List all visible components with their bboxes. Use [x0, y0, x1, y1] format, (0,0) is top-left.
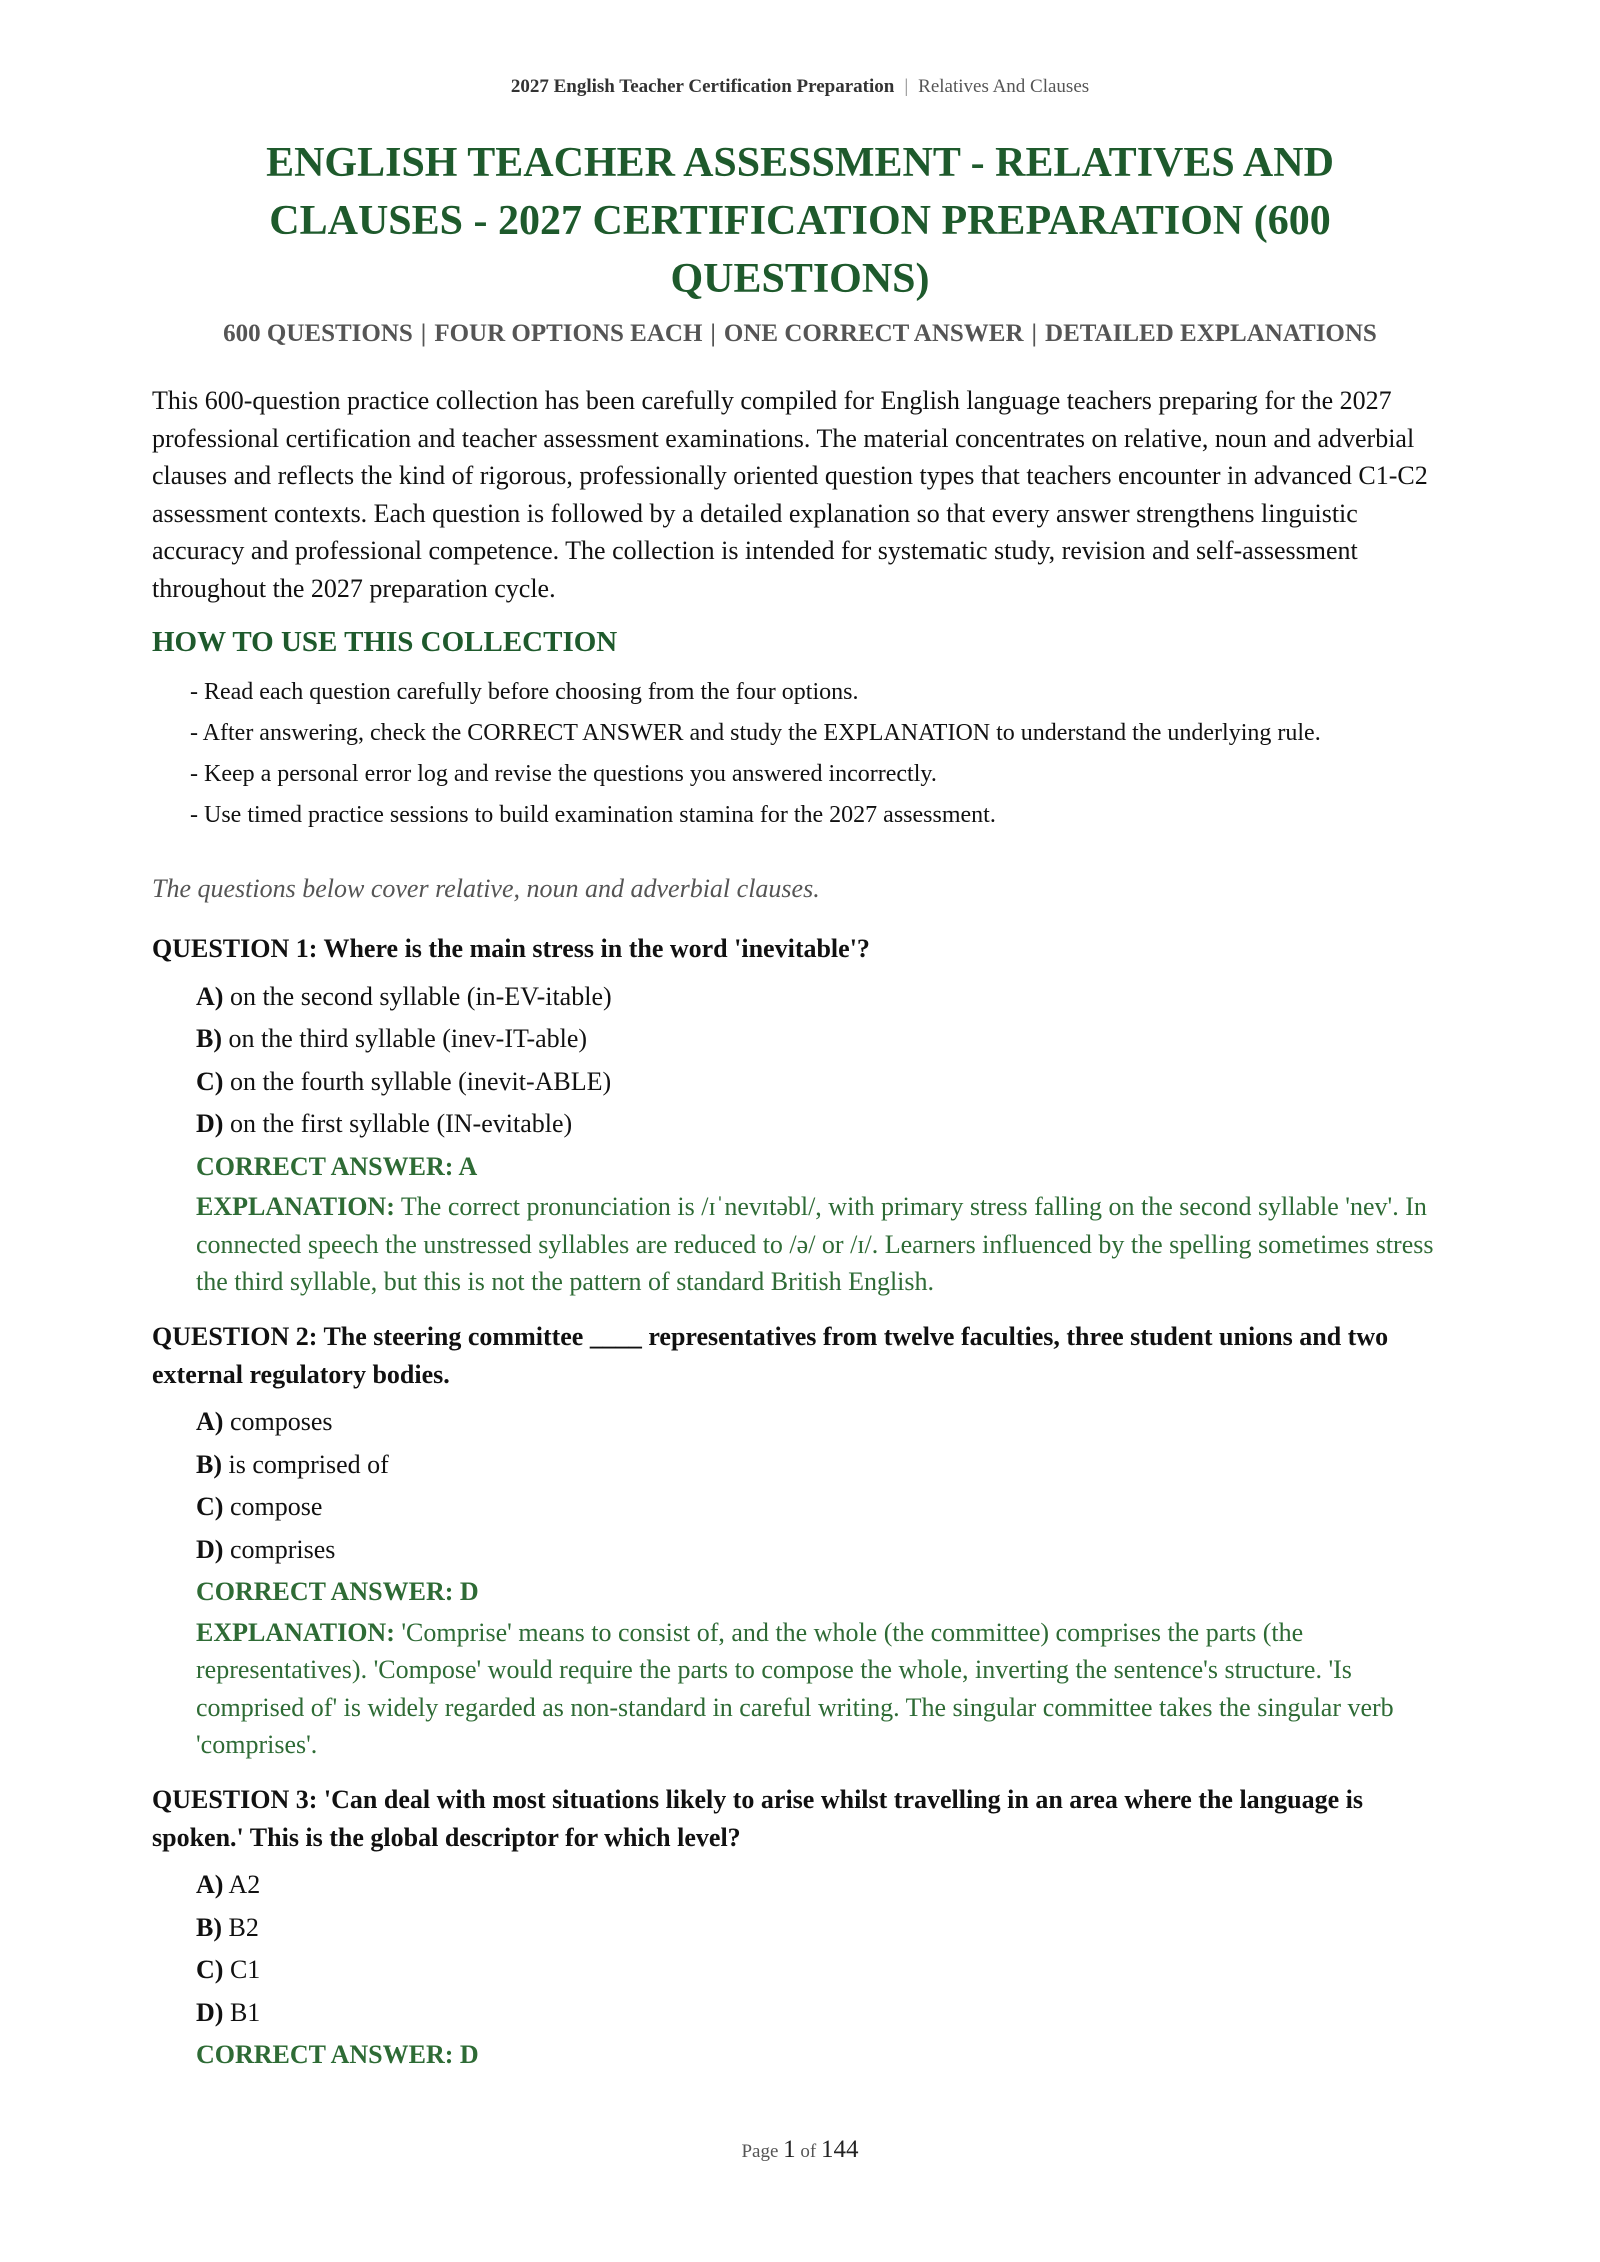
correct-answer: CORRECT ANSWER: D	[196, 2040, 479, 2069]
question-3	[152, 1781, 1448, 2077]
of-word: of	[800, 2141, 817, 2162]
question-text: QUESTION 2: The steering committee ____ representatives from twelve faculties, three student unions and two external regulatory bodies.	[152, 1322, 1389, 1389]
option-a: A) composes	[196, 1407, 333, 1436]
option-a: A) on the second syllable (in-EV-itable)	[196, 981, 612, 1011]
page-word: Page	[741, 2141, 779, 2162]
question-text: QUESTION 1: Where is the main stress in the word 'inevitable'?	[152, 934, 870, 963]
running-header	[152, 76, 1448, 98]
intro-paragraph: This 600-question practice collection has been carefully compiled for English language teachers preparing for the 2027 professional certification and teacher assessment examinations. The material concentrates on relative, noun and adverbial clauses and reflects the kind of rigorous, professionally oriented question types that teachers encounter in advanced C1-C2 assessment contexts. Each question is followed by a detailed explanation so that every answer strengthens linguistic accuracy and professional competence. The collection is intended for systematic study, revision and self-assessment throughout the 2027 preparation cycle.	[152, 386, 1428, 603]
question-text: QUESTION 3: 'Can deal with most situations likely to arise whilst travelling in an area where the language is spoken.' This is the global descriptor for which level?	[152, 1785, 1363, 1852]
document-title: ENGLISH TEACHER ASSESSMENT - RELATIVES AND CLAUSES - 2027 CERTIFICATION PREPARATION (600 QUESTIONS)	[266, 140, 1334, 302]
option-b: B) is comprised of	[196, 1449, 389, 1479]
page-total: 144	[821, 2136, 859, 2163]
list-item: - Use timed practice sessions to build examination stamina for the 2027 assessment.	[190, 802, 996, 828]
correct-answer: CORRECT ANSWER: A	[196, 1151, 478, 1181]
option-d: D) on the first syllable (IN-evitable)	[196, 1109, 573, 1138]
meta-item: FOUR OPTIONS EACH	[434, 320, 703, 347]
option-b: B) B2	[196, 1912, 259, 1942]
list-item: - After answering, check the CORRECT ANSWER and study the EXPLANATION to understand the underlying rule.	[190, 720, 1321, 746]
option-c: C) on the fourth syllable (inevit-ABLE)	[196, 1066, 612, 1096]
option-b: B) on the third syllable (inev-IT-able)	[196, 1024, 588, 1053]
option-d: D) B1	[196, 1997, 261, 2027]
meta-item: ONE CORRECT ANSWER	[723, 320, 1024, 347]
option-c: C) compose	[196, 1492, 323, 1521]
coverage-note: The questions below cover relative, noun and adverbial clauses.	[152, 874, 820, 903]
header-topic: Relatives And Clauses	[918, 76, 1090, 97]
how-to-use-heading: HOW TO USE THIS COLLECTION	[152, 626, 618, 658]
meta-item: DETAILED EXPLANATIONS	[1045, 320, 1377, 347]
header-series: 2027 English Teacher Certification Preparation	[510, 76, 895, 97]
page-number: 1	[783, 2136, 796, 2163]
correct-answer: CORRECT ANSWER: D	[196, 1577, 479, 1606]
page-footer	[152, 2136, 1448, 2164]
question-2	[152, 1318, 1448, 1764]
meta-line: 600 QUESTIONS | FOUR OPTIONS EACH | ONE CORRECT ANSWER | DETAILED EXPLANATIONS	[223, 320, 1377, 347]
option-d: D) comprises	[196, 1534, 336, 1564]
explanation: EXPLANATION: 'Comprise' means to consist of, and the whole (the committee) comprises the parts (the representatives). 'Compose' would require the parts to compose the whole, inverting the sentence's structure. 'Is comprised of' is widely regarded as non-standard in careful writing. The singular committee takes the singular verb 'comprises'.	[196, 1617, 1394, 1759]
list-item: - Read each question carefully before choosing from the four options.	[190, 679, 859, 705]
option-c: C) C1	[196, 1955, 261, 1984]
meta-item: 600 QUESTIONS	[223, 320, 413, 347]
question-1	[152, 930, 1448, 1301]
list-item: - Keep a personal error log and revise the questions you answered incorrectly.	[190, 761, 937, 787]
explanation: EXPLANATION: The correct pronunciation is /ɪˈnevɪtəbl/, with primary stress falling on the second syllable 'nev'. In connected speech the unstressed syllables are reduced to /ə/ or /ɪ/. Learners influenced by the spelling sometimes stress the third syllable, but this is not the pattern of standard British English.	[196, 1192, 1434, 1296]
header-separator: |	[904, 76, 909, 97]
how-to-use-list	[190, 674, 1448, 838]
option-a: A) A2	[196, 1870, 261, 1899]
